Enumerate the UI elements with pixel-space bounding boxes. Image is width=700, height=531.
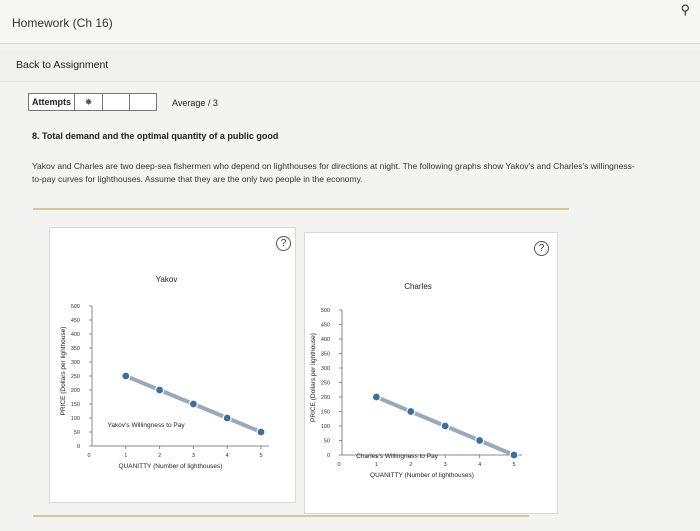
top-bar [0, 0, 700, 44]
x-tick-label: 5 [259, 453, 263, 459]
x-tick-label: 1 [124, 453, 128, 459]
y-axis-label: PRICE (Dollars per lighthouse) [310, 333, 317, 422]
y-tick-label: 500 [70, 304, 80, 310]
y-tick-label: 150 [70, 402, 80, 408]
series-annotation: Yakov's Willingness to Pay [107, 422, 185, 429]
back-to-assignment-link[interactable]: Back to Assignment [16, 59, 109, 71]
y-tick-label: 450 [320, 322, 330, 329]
question-text: Yakov and Charles are two deep-sea fishermen who depend on lighthouses for directions at night. The following graphs show Yakov's and Charles's willingness-to-pay curves for lighthouses. Assume that they are the only two people in the economy. [32, 161, 635, 184]
charles-chart [305, 233, 559, 515]
x-tick-label: 0 [87, 453, 91, 459]
y-tick-label: 400 [70, 332, 80, 338]
x-tick-label: 3 [443, 462, 447, 468]
y-axis-label: PRICE (Dollars per lighthouse) [60, 326, 67, 416]
y-tick-label: 350 [70, 346, 80, 352]
series-annotation: Charles's Willingness to Pay [356, 453, 438, 460]
charles-graph-panel [304, 232, 558, 514]
y-tick-label: 150 [320, 409, 330, 416]
data-point [223, 414, 231, 422]
y-tick-label: 450 [70, 318, 80, 324]
x-tick-label: 5 [512, 462, 516, 468]
search-icon[interactable]: ⚲ [680, 2, 690, 17]
attempt-box [103, 93, 130, 111]
x-tick-label: 0 [337, 462, 341, 468]
chart-title: Yakov [155, 275, 178, 284]
y-tick-label: 100 [320, 424, 330, 430]
y-tick-label: 100 [70, 416, 80, 422]
data-point [441, 422, 449, 430]
question-title: 8. Total demand and the optimal quantity of a public good [32, 131, 279, 141]
x-tick-label: 4 [225, 453, 229, 459]
y-tick-label: 200 [320, 395, 330, 401]
y-tick-label: 500 [320, 308, 330, 314]
x-axis-label: QUANITTY (Number of lighthouses) [370, 472, 474, 479]
divider [33, 515, 529, 517]
help-icon[interactable]: ? [534, 241, 549, 256]
data-point [257, 428, 265, 436]
attempts-label: Attempts [28, 93, 75, 111]
attempts-row [28, 92, 157, 112]
x-tick-label: 2 [158, 453, 162, 459]
y-tick-label: 250 [70, 374, 80, 380]
x-tick-label: 1 [374, 462, 378, 468]
page-title: Homework (Ch 16) [12, 16, 113, 30]
data-point [407, 408, 415, 416]
asterisk-icon: ✸ [75, 93, 103, 111]
y-tick-label: 350 [320, 351, 330, 358]
x-tick-label: 3 [191, 453, 195, 459]
y-tick-label: 400 [320, 337, 330, 343]
y-tick-label: 250 [320, 380, 330, 387]
x-tick-label: 4 [478, 462, 482, 468]
data-point [122, 372, 130, 380]
data-point [476, 437, 484, 445]
y-tick-label: 50 [323, 438, 330, 445]
yakov-chart [50, 228, 297, 504]
y-tick-label: 300 [70, 360, 80, 366]
y-tick-label: 0 [326, 453, 330, 459]
chart-title: Charles [404, 282, 432, 291]
y-tick-label: 50 [73, 430, 80, 436]
data-point [510, 451, 518, 459]
divider [33, 208, 569, 210]
navigation-bar [0, 50, 700, 82]
x-axis-label: QUANITTY (Number of lighthouses) [118, 463, 223, 470]
attempt-box [130, 93, 157, 111]
help-icon[interactable]: ? [276, 236, 291, 251]
data-point [372, 393, 380, 401]
yakov-graph-panel [49, 227, 296, 503]
y-tick-label: 200 [70, 388, 80, 394]
y-tick-label: 300 [320, 366, 330, 372]
data-point [189, 400, 197, 408]
y-tick-label: 0 [76, 444, 80, 450]
x-tick-label: 2 [409, 462, 413, 468]
data-point [156, 386, 164, 394]
average-score: Average / 3 [172, 98, 218, 108]
